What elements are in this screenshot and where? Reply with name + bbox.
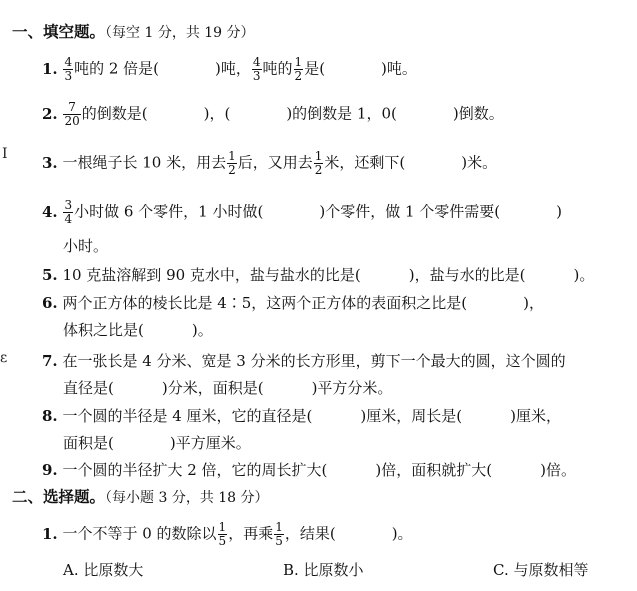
- fraction: $\frac{1}{5}$: [218, 520, 227, 548]
- fraction: $\frac{1}{2}$: [228, 149, 236, 177]
- choice-option-c[interactable]: C. 与原数相等: [493, 561, 589, 579]
- margin-mark: ε: [0, 350, 8, 366]
- question-number: 6.: [42, 294, 58, 312]
- question-6-continued: 体积之比是( )。: [63, 321, 213, 339]
- question-1: 1. $\frac{4}{3}$ 吨的 2 倍是( )吨， $\frac{4}{3}$ 吨的 $\frac{1}{2}$ 是( )吨。: [42, 55, 417, 83]
- question-7-continued: 直径是( )分米，面积是( )平方分米。: [63, 379, 393, 397]
- question-2: 2. $\frac{7}{20}$ 的倒数是( )，( )的倒数是 1，0( )倒数。: [42, 100, 504, 128]
- section-2-heading: [12, 487, 269, 508]
- choice-question-1: 1. 一个不等于 0 的数除以 $\frac{1}{5}$ ，再乘 $\frac{1}{5}$ ，结果( )。: [42, 520, 413, 548]
- question-number: 1.: [42, 59, 58, 78]
- question-number: 1.: [42, 524, 58, 543]
- question-number: 5.: [42, 266, 58, 284]
- question-4-continued: 小时。: [63, 237, 109, 255]
- section-1-title: 一、填空题。: [12, 23, 106, 41]
- question-5: 5. 10 克盐溶解到 90 克水中，盐与盐水的比是( )，盐与水的比是( )。: [42, 266, 595, 284]
- section-1-note: （每空 1 分，共 19 分）: [105, 25, 255, 41]
- question-9: 9. 一个圆的半径扩大 2 倍，它的周长扩大( )倍，面积就扩大( )倍。: [42, 461, 576, 479]
- section-2-note: （每小题 3 分，共 18 分）: [105, 490, 269, 506]
- question-number: 3.: [42, 153, 58, 172]
- fraction: $\frac{4}{3}$: [252, 55, 261, 83]
- fraction: $\frac{1}{2}$: [294, 55, 303, 83]
- fraction: $\frac{1}{2}$: [314, 149, 323, 177]
- question-number: 7.: [42, 352, 58, 370]
- question-number: 9.: [42, 461, 58, 479]
- fraction: $\frac{3}{4}$: [64, 198, 73, 226]
- question-8-continued: 面积是( )平方厘米。: [63, 434, 251, 452]
- question-3: 3. 一根绳子长 10 米，用去 $\frac{1}{2}$ 后，又用去 $\frac{1}{2}$ 米，还剩下( )米。: [42, 149, 498, 177]
- fraction: $\frac{4}{3}$: [64, 55, 73, 83]
- section-1-heading: [12, 22, 255, 43]
- question-6: 6. 两个正方体的棱长比是 4∶5，这两个正方体的表面积之比是( )，: [42, 294, 545, 312]
- question-number: 8.: [42, 407, 58, 425]
- question-8: 8. 一个圆的半径是 4 厘米，它的直径是( )厘米，周长是( )厘米，: [42, 407, 561, 425]
- section-2-title: 二、选择题。: [12, 488, 106, 506]
- fraction: $\frac{1}{5}$: [275, 520, 283, 548]
- question-7: 7. 在一张长是 4 分米、宽是 3 分米的长方形里，剪下一个最大的圆，这个圆的: [42, 352, 566, 370]
- question-4: 4. $\frac{3}{4}$ 小时做 6 个零件，1 小时做( )个零件，做 1 个零件需要( ): [42, 198, 562, 226]
- fraction: $\frac{7}{20}$: [64, 100, 80, 128]
- choice-option-a[interactable]: A. 比原数大: [63, 561, 144, 579]
- margin-mark: I: [2, 146, 8, 162]
- choice-option-b[interactable]: B. 比原数小: [283, 561, 364, 579]
- question-number: 4.: [42, 202, 58, 221]
- question-number: 2.: [42, 104, 58, 123]
